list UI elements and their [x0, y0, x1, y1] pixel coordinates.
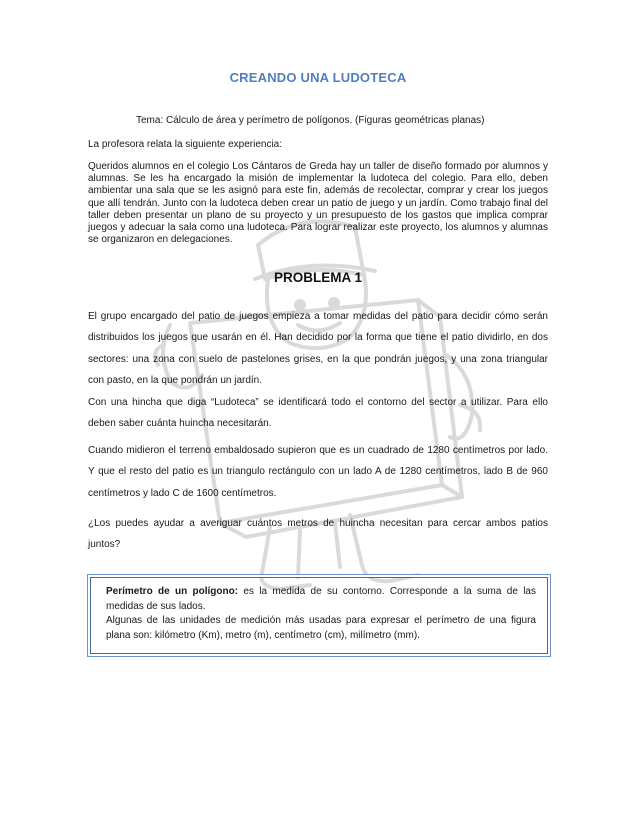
problem-paragraph-3: Cuando midieron el terreno embaldosado supieron que es un cuadrado de 1280 centímetros por lado. Y que el resto del patio es un triangulo rectángulo con un lado A de 1280 centímetros, lado B de 960 centímetros y lado C de 1600 centímetros. — [88, 445, 548, 499]
problem-heading: PROBLEMA 1 — [273, 270, 362, 285]
intro-line: La profesora relata la siguiente experiencia: — [88, 139, 283, 150]
definition-units: Algunas de las unidades de medición más usadas para expresar el perímetro de una figura plana son: kilómetro (Km), metro (m), centímetro (cm), milímetro (mm). — [106, 615, 536, 641]
topic-line: Tema: Cálculo de área y perímetro de polígonos. (Figuras geométricas planas) — [136, 115, 485, 126]
problem-paragraph-2: Con una hincha que diga “Ludoteca” se identificará todo el contorno del sector a utilizar. Para ello deben saber cuánta huincha necesitarán. — [88, 397, 548, 430]
problem-question: ¿Los puedes ayudar a averiguar cuántos metros de huincha necesitan para cercar ambos patios juntos? — [88, 518, 548, 551]
definition-body: es la medida de su contorno. Corresponde a la suma de las medidas de sus lados. — [106, 586, 536, 612]
document-title: CREANDO UNA LUDOTECA — [229, 70, 407, 85]
problem-paragraph-1: El grupo encargado del patio de juegos empieza a tomar medidas del patio para decidir cómo serán distribuidos los juegos que usarán en él. Han decidido por la forma que tiene el patio dividirlo, en dos sectores: una zona con suelo de pastelones grises, en la que pondrán juegos, y una zona triangular con pasto, en la que pondrán un jardín. — [88, 311, 548, 386]
definition-box — [90, 577, 548, 654]
story-paragraph: Queridos alumnos en el colegio Los Cántaros de Greda hay un taller de diseño formado por alumnos y alumnas. Se les ha encargado la misión de implementar la ludoteca del colegio. Para ello, deben ambientar una sala que se les asignó para este fin, además de recolectar, comprar y crear los juegos que allí tendrán. Junto con la ludoteca deben crear un patio de juego y un jardín. Como trabajo final del taller deben presentar un plano de su proyecto y un presupuesto de los gastos que implica comprar juegos y adecuar la sala como una ludoteca. Para lograr realizar este proyecto, los alumnos y alumnas se organizaron en delegaciones. — [88, 161, 548, 246]
definition-text — [106, 585, 536, 643]
definition-term: Perímetro de un polígono: — [106, 586, 239, 597]
